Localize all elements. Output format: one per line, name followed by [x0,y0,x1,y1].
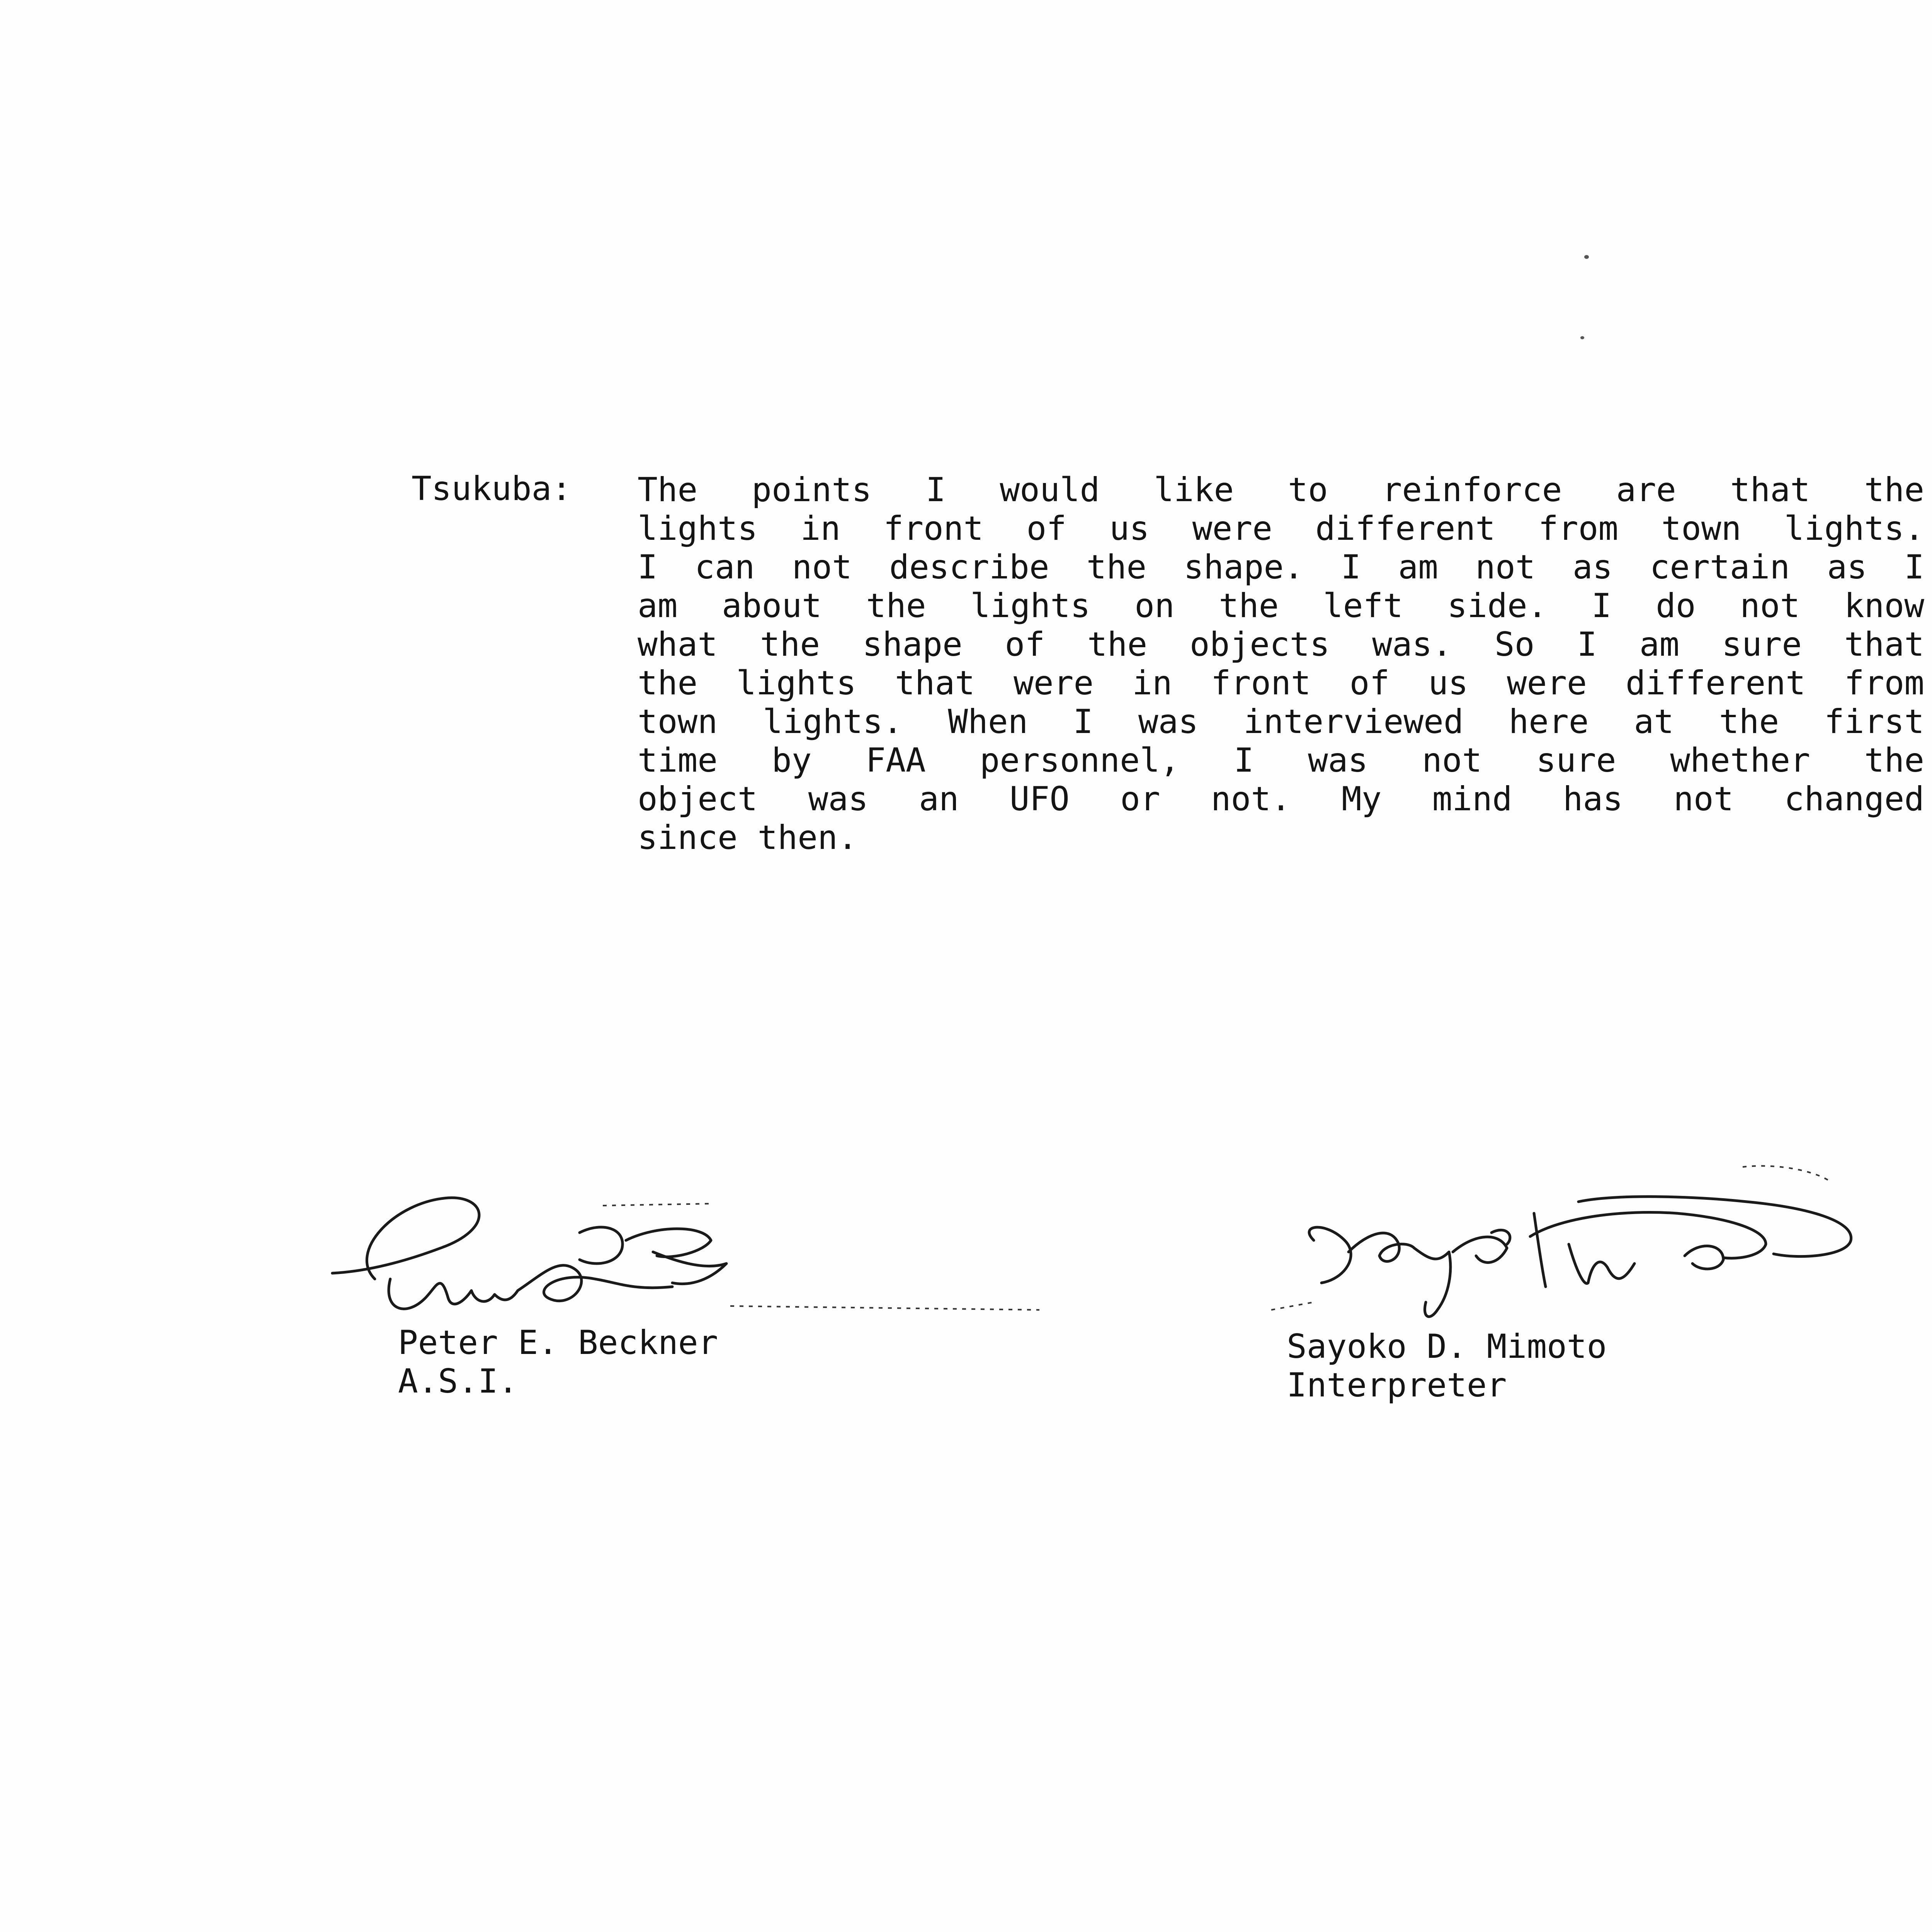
signature-mimoto [1267,1155,1870,1337]
statement-line: The points I would like to reinforce are that the [638,471,1924,509]
signatory-title-right: Interpreter [1287,1366,1507,1405]
statement-line: time by FAA personnel, I was not sure whether the [638,741,1924,780]
scan-speck [1580,336,1584,339]
statement-paragraph [638,471,1924,857]
statement-line: since then. [638,818,858,857]
signatory-name-left: Peter E. Beckner [398,1323,718,1362]
signature-beckner [325,1182,1051,1337]
statement-line: lights in front of us were different from town lights. [638,509,1924,548]
statement-line: town lights. When I was interviewed here at the first [638,702,1924,741]
statement-line: am about the lights on the left side. I do not know [638,587,1924,625]
signatory-name-right: Sayoko D. Mimoto [1287,1327,1607,1366]
scan-speck [1584,255,1589,259]
statement-line: the lights that were in front of us were different from [638,664,1924,702]
speaker-label: Tsukuba: [412,469,572,508]
signatory-title-left: A.S.I. [398,1362,518,1401]
statement-line: object was an UFO or not. My mind has not changed [638,780,1924,818]
statement-line: what the shape of the objects was. So I am sure that [638,625,1924,664]
statement-line: I can not describe the shape. I am not as certain as I [638,548,1924,587]
